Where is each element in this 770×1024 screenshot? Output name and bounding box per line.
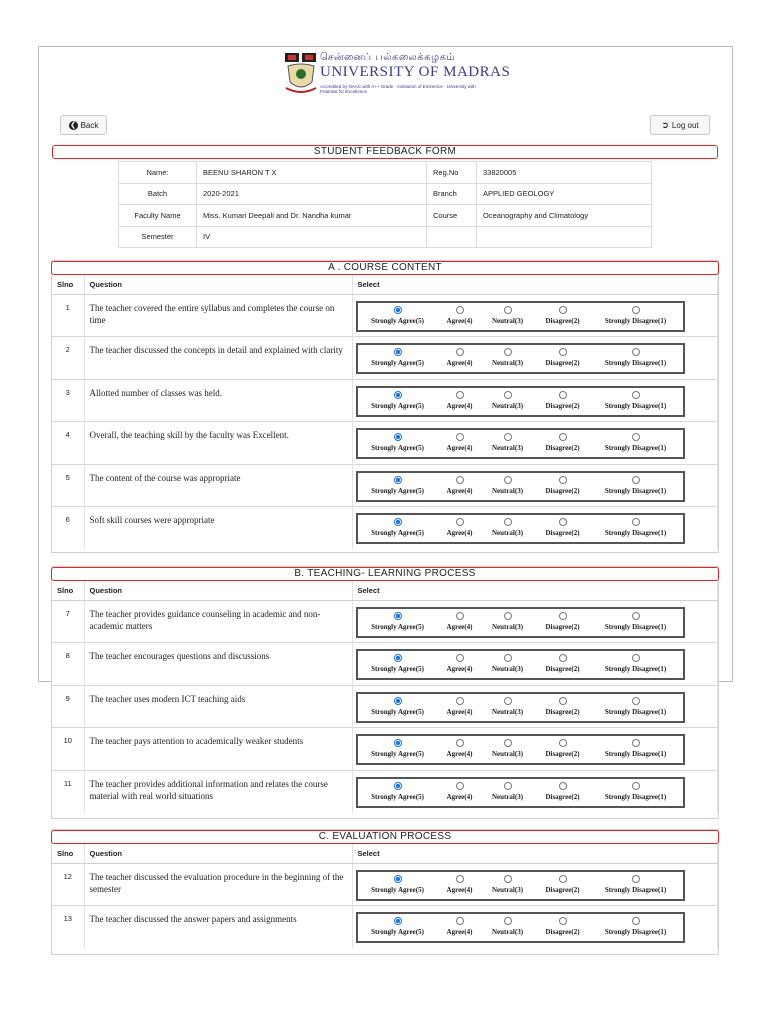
rating-option[interactable] bbox=[438, 695, 482, 716]
rating-radio[interactable] bbox=[559, 654, 567, 662]
section-course-content bbox=[51, 260, 719, 553]
rating-radio[interactable] bbox=[504, 348, 512, 356]
rating-option-label: Strongly Agree(5) bbox=[371, 622, 424, 631]
rating-option-label: Strongly Agree(5) bbox=[371, 529, 424, 537]
rating-option-label: Disagree(2) bbox=[545, 622, 580, 631]
rating-radio[interactable] bbox=[559, 697, 567, 705]
rating-option[interactable] bbox=[534, 873, 592, 894]
rating-option-label: Disagree(2) bbox=[545, 316, 580, 325]
rating-option-label: Disagree(2) bbox=[545, 928, 580, 936]
rating-radio[interactable] bbox=[394, 476, 402, 484]
semester-label: Semester bbox=[119, 226, 197, 248]
rating-options bbox=[356, 386, 685, 417]
logout-icon: ➲ bbox=[661, 119, 669, 130]
rating-options bbox=[356, 428, 685, 459]
rating-radio[interactable] bbox=[394, 612, 402, 620]
section-evaluation bbox=[51, 829, 719, 955]
rating-option-label: Neutral(3) bbox=[491, 401, 524, 410]
rating-option-label: Neutral(3) bbox=[491, 316, 524, 325]
question-row bbox=[52, 379, 718, 422]
rating-option-label: Strongly Agree(5) bbox=[371, 885, 424, 894]
rating-option-label: Strongly Disagree(1) bbox=[604, 401, 667, 410]
rating-option-label: Strongly Agree(5) bbox=[371, 928, 424, 936]
rating-option[interactable] bbox=[358, 915, 438, 936]
rating-option[interactable] bbox=[358, 304, 438, 325]
rating-radio[interactable] bbox=[632, 433, 640, 441]
rating-radio[interactable] bbox=[504, 782, 512, 790]
rating-radio[interactable] bbox=[559, 875, 567, 883]
rating-option-label: Disagree(2) bbox=[545, 444, 580, 452]
rating-radio[interactable] bbox=[456, 917, 464, 925]
rating-options bbox=[356, 471, 685, 502]
university-logo bbox=[284, 52, 511, 98]
rating-options bbox=[356, 777, 685, 808]
rating-radio[interactable] bbox=[504, 654, 512, 662]
rating-radio[interactable] bbox=[632, 697, 640, 705]
rating-option[interactable] bbox=[592, 652, 680, 673]
rating-radio[interactable] bbox=[456, 697, 464, 705]
rating-option[interactable] bbox=[438, 915, 482, 936]
rating-option-label: Neutral(3) bbox=[491, 665, 524, 673]
student-name: BEENU SHARON T X bbox=[197, 162, 427, 184]
question-number: 10 bbox=[52, 728, 84, 771]
back-button-label: Back bbox=[80, 120, 99, 130]
rating-option[interactable] bbox=[592, 695, 680, 716]
rating-options bbox=[356, 607, 685, 638]
rating-option-label: Neutral(3) bbox=[491, 750, 524, 758]
rating-option-label: Strongly Agree(5) bbox=[371, 707, 424, 716]
rating-option-label: Agree(4) bbox=[446, 316, 473, 325]
rating-option[interactable] bbox=[534, 474, 592, 495]
question-number: 1 bbox=[52, 294, 84, 337]
rating-option[interactable] bbox=[438, 737, 482, 758]
rating-option-label: Agree(4) bbox=[446, 622, 473, 631]
rating-option[interactable] bbox=[534, 695, 592, 716]
rating-radio[interactable] bbox=[559, 739, 567, 747]
question-header: Question bbox=[84, 275, 352, 294]
rating-option[interactable] bbox=[592, 346, 680, 367]
rating-option-label: Disagree(2) bbox=[545, 486, 580, 495]
rating-option-label: Strongly Agree(5) bbox=[371, 750, 424, 758]
rating-option-label: Strongly Disagree(1) bbox=[604, 928, 667, 936]
rating-option-label: Agree(4) bbox=[446, 885, 473, 894]
rating-radio[interactable] bbox=[632, 306, 640, 314]
question-row bbox=[52, 863, 718, 906]
question-row bbox=[52, 600, 718, 643]
rating-option[interactable] bbox=[482, 346, 534, 367]
rating-radio[interactable] bbox=[456, 391, 464, 399]
rating-option[interactable] bbox=[358, 873, 438, 894]
rating-radio[interactable] bbox=[632, 782, 640, 790]
rating-option-label: Agree(4) bbox=[446, 792, 473, 801]
question-number: 8 bbox=[52, 643, 84, 686]
rating-radio[interactable] bbox=[456, 612, 464, 620]
rating-option-label: Disagree(2) bbox=[545, 665, 580, 673]
rating-option[interactable] bbox=[592, 474, 680, 495]
rating-radio[interactable] bbox=[504, 476, 512, 484]
rating-radio[interactable] bbox=[632, 612, 640, 620]
rating-option[interactable] bbox=[438, 474, 482, 495]
rating-option[interactable] bbox=[534, 431, 592, 452]
rating-option-label: Neutral(3) bbox=[491, 529, 524, 537]
rating-option-label: Strongly Disagree(1) bbox=[604, 444, 667, 452]
rating-radio[interactable] bbox=[632, 391, 640, 399]
rating-option[interactable] bbox=[358, 516, 438, 537]
rating-radio[interactable] bbox=[559, 612, 567, 620]
rating-option-label: Strongly Agree(5) bbox=[371, 316, 424, 325]
question-text: The teacher uses modern ICT teaching aids bbox=[84, 685, 352, 728]
rating-radio[interactable] bbox=[632, 917, 640, 925]
rating-option[interactable] bbox=[438, 516, 482, 537]
university-name: UNIVERSITY OF MADRAS bbox=[320, 64, 511, 80]
rating-option[interactable] bbox=[482, 873, 534, 894]
rating-radio[interactable] bbox=[559, 391, 567, 399]
rating-option[interactable] bbox=[592, 304, 680, 325]
rating-option[interactable] bbox=[534, 304, 592, 325]
university-emblem-icon bbox=[284, 52, 318, 96]
rating-option-label: Neutral(3) bbox=[491, 359, 524, 367]
rating-option[interactable] bbox=[482, 431, 534, 452]
rating-option[interactable] bbox=[534, 780, 592, 801]
question-number: 3 bbox=[52, 379, 84, 422]
rating-radio[interactable] bbox=[456, 654, 464, 662]
rating-radio[interactable] bbox=[632, 739, 640, 747]
rating-option-label: Disagree(2) bbox=[545, 707, 580, 716]
question-row bbox=[52, 422, 718, 465]
rating-option-label: Disagree(2) bbox=[545, 359, 580, 367]
rating-option-label: Neutral(3) bbox=[491, 885, 524, 894]
rating-radio[interactable] bbox=[456, 875, 464, 883]
rating-radio[interactable] bbox=[394, 697, 402, 705]
university-tamil-name: சென்னைப் பல்கலைக்கழகம் bbox=[320, 52, 455, 63]
question-number: 11 bbox=[52, 770, 84, 813]
rating-option[interactable] bbox=[534, 652, 592, 673]
rating-options bbox=[356, 692, 685, 723]
question-number: 6 bbox=[52, 507, 84, 550]
rating-radio[interactable] bbox=[559, 348, 567, 356]
question-text: The teacher pays attention to academically weaker students bbox=[84, 728, 352, 771]
rating-option-label: Strongly Agree(5) bbox=[371, 665, 424, 673]
empty-cell bbox=[427, 226, 477, 248]
rating-option-label: Strongly Disagree(1) bbox=[604, 622, 667, 631]
rating-option-label: Agree(4) bbox=[446, 444, 473, 452]
rating-radio[interactable] bbox=[394, 654, 402, 662]
rating-radio[interactable] bbox=[559, 476, 567, 484]
rating-option-label: Neutral(3) bbox=[491, 622, 524, 631]
rating-radio[interactable] bbox=[394, 739, 402, 747]
question-table bbox=[52, 275, 718, 549]
rating-radio[interactable] bbox=[504, 697, 512, 705]
rating-option[interactable] bbox=[482, 610, 534, 631]
rating-option[interactable] bbox=[358, 737, 438, 758]
rating-option-label: Disagree(2) bbox=[545, 401, 580, 410]
rating-option[interactable] bbox=[534, 737, 592, 758]
rating-radio[interactable] bbox=[456, 433, 464, 441]
rating-option-label: Agree(4) bbox=[446, 359, 473, 367]
rating-option-label: Strongly Disagree(1) bbox=[604, 529, 667, 537]
rating-option-label: Disagree(2) bbox=[545, 750, 580, 758]
rating-option-label: Strongly Disagree(1) bbox=[604, 792, 667, 801]
rating-radio[interactable] bbox=[456, 739, 464, 747]
question-row bbox=[52, 507, 718, 550]
rating-option[interactable] bbox=[358, 389, 438, 410]
question-number: 4 bbox=[52, 422, 84, 465]
section-title: B. TEACHING- LEARNING PROCESS bbox=[51, 567, 719, 581]
rating-option[interactable] bbox=[482, 915, 534, 936]
question-header: Question bbox=[84, 844, 352, 863]
rating-radio[interactable] bbox=[559, 518, 567, 526]
rating-option[interactable] bbox=[592, 516, 680, 537]
question-row bbox=[52, 643, 718, 686]
question-text: The teacher discussed the concepts in detail and explained with clarity bbox=[84, 337, 352, 380]
rating-radio[interactable] bbox=[632, 518, 640, 526]
rating-option[interactable] bbox=[358, 610, 438, 631]
rating-radio[interactable] bbox=[504, 391, 512, 399]
rating-radio[interactable] bbox=[632, 875, 640, 883]
rating-radio[interactable] bbox=[504, 917, 512, 925]
faculty-label: Faculty Name bbox=[119, 205, 197, 227]
rating-radio[interactable] bbox=[394, 782, 402, 790]
rating-option-label: Strongly Disagree(1) bbox=[604, 359, 667, 367]
question-text: Soft skill courses were appropriate bbox=[84, 507, 352, 550]
rating-radio[interactable] bbox=[632, 654, 640, 662]
rating-radio[interactable] bbox=[559, 306, 567, 314]
rating-option[interactable] bbox=[438, 431, 482, 452]
rating-option[interactable] bbox=[592, 915, 680, 936]
question-row bbox=[52, 294, 718, 337]
rating-radio[interactable] bbox=[504, 306, 512, 314]
rating-radio[interactable] bbox=[559, 917, 567, 925]
rating-option[interactable] bbox=[438, 780, 482, 801]
rating-option[interactable] bbox=[482, 304, 534, 325]
rating-option[interactable] bbox=[592, 389, 680, 410]
rating-option-label: Strongly Disagree(1) bbox=[604, 885, 667, 894]
select-header: Select bbox=[352, 844, 718, 863]
rating-option[interactable] bbox=[358, 652, 438, 673]
rating-radio[interactable] bbox=[456, 518, 464, 526]
rating-option-label: Strongly Disagree(1) bbox=[604, 750, 667, 758]
student-batch: 2020-2021 bbox=[197, 183, 427, 205]
faculty-name: Miss. Kumari Deepali and Dr. Nandha kumar bbox=[197, 205, 427, 227]
rating-option[interactable] bbox=[592, 431, 680, 452]
question-row bbox=[52, 685, 718, 728]
rating-option[interactable] bbox=[482, 516, 534, 537]
rating-radio[interactable] bbox=[456, 476, 464, 484]
rating-option[interactable] bbox=[482, 695, 534, 716]
rating-option[interactable] bbox=[438, 346, 482, 367]
rating-radio[interactable] bbox=[394, 875, 402, 883]
sno-header: Slno bbox=[52, 581, 84, 600]
question-text: The teacher provides guidance counseling in academic and non-academic matters bbox=[84, 600, 352, 643]
rating-option[interactable] bbox=[358, 346, 438, 367]
select-header: Select bbox=[352, 581, 718, 600]
rating-option[interactable] bbox=[534, 516, 592, 537]
question-text: Overall, the teaching skill by the faculty was Excellent. bbox=[84, 422, 352, 465]
batch-label: Batch bbox=[119, 183, 197, 205]
rating-option-label: Agree(4) bbox=[446, 486, 473, 495]
rating-option[interactable] bbox=[592, 873, 680, 894]
name-label: Name: bbox=[119, 162, 197, 184]
rating-option[interactable] bbox=[482, 652, 534, 673]
university-tagline: Accredited by NAAC with A++ Grade · Institution of Eminence · University with Potential for Excellence bbox=[320, 84, 476, 94]
question-row bbox=[52, 906, 718, 949]
question-text: The teacher discussed the answer papers and assignments bbox=[84, 906, 352, 949]
regno-label: Reg.No bbox=[427, 162, 477, 184]
rating-option-label: Strongly Disagree(1) bbox=[604, 486, 667, 495]
question-number: 5 bbox=[52, 464, 84, 507]
question-text: The teacher provides additional information and relates the course material with real world situations bbox=[84, 770, 352, 813]
rating-radio[interactable] bbox=[504, 612, 512, 620]
rating-radio[interactable] bbox=[559, 433, 567, 441]
rating-radio[interactable] bbox=[394, 518, 402, 526]
rating-option-label: Neutral(3) bbox=[491, 792, 524, 801]
rating-option-label: Strongly Disagree(1) bbox=[604, 665, 667, 673]
section-teaching-learning bbox=[51, 566, 719, 819]
rating-option[interactable] bbox=[482, 780, 534, 801]
rating-radio[interactable] bbox=[394, 348, 402, 356]
rating-options bbox=[356, 734, 685, 765]
branch-label: Branch bbox=[427, 183, 477, 205]
rating-option[interactable] bbox=[438, 389, 482, 410]
rating-radio[interactable] bbox=[559, 782, 567, 790]
question-header: Question bbox=[84, 581, 352, 600]
question-number: 7 bbox=[52, 600, 84, 643]
form-title: STUDENT FEEDBACK FORM bbox=[52, 145, 718, 159]
rating-radio[interactable] bbox=[504, 518, 512, 526]
rating-option-label: Strongly Agree(5) bbox=[371, 401, 424, 410]
rating-radio[interactable] bbox=[456, 782, 464, 790]
question-number: 9 bbox=[52, 685, 84, 728]
rating-option[interactable] bbox=[438, 873, 482, 894]
rating-options bbox=[356, 513, 685, 544]
rating-option[interactable] bbox=[358, 695, 438, 716]
back-arrow-icon: ❮ bbox=[70, 121, 77, 129]
student-regno: 33820005 bbox=[477, 162, 652, 184]
rating-option[interactable] bbox=[438, 304, 482, 325]
rating-option-label: Agree(4) bbox=[446, 707, 473, 716]
rating-option[interactable] bbox=[358, 474, 438, 495]
rating-option-label: Agree(4) bbox=[446, 750, 473, 758]
rating-option[interactable] bbox=[438, 610, 482, 631]
rating-option[interactable] bbox=[482, 389, 534, 410]
logout-button-label: Log out bbox=[671, 120, 699, 130]
rating-option-label: Agree(4) bbox=[446, 529, 473, 537]
rating-option-label: Agree(4) bbox=[446, 665, 473, 673]
rating-radio[interactable] bbox=[456, 348, 464, 356]
question-table bbox=[52, 581, 718, 813]
question-number: 13 bbox=[52, 906, 84, 949]
rating-radio[interactable] bbox=[394, 433, 402, 441]
rating-radio[interactable] bbox=[456, 306, 464, 314]
course-name: Oceanography and Climatology bbox=[477, 205, 652, 227]
rating-radio[interactable] bbox=[632, 476, 640, 484]
rating-option-label: Strongly Disagree(1) bbox=[604, 707, 667, 716]
rating-radio[interactable] bbox=[394, 917, 402, 925]
rating-radio[interactable] bbox=[394, 306, 402, 314]
course-label: Course bbox=[427, 205, 477, 227]
sno-header: Slno bbox=[52, 844, 84, 863]
section-title: C. EVALUATION PROCESS bbox=[51, 830, 719, 844]
question-text: The teacher covered the entire syllabus and completes the course on time bbox=[84, 294, 352, 337]
question-row bbox=[52, 770, 718, 813]
empty-cell bbox=[477, 226, 652, 248]
rating-radio[interactable] bbox=[504, 739, 512, 747]
rating-option-label: Neutral(3) bbox=[491, 486, 524, 495]
back-button[interactable] bbox=[60, 115, 107, 135]
rating-option-label: Neutral(3) bbox=[491, 707, 524, 716]
rating-option[interactable] bbox=[592, 737, 680, 758]
question-text: The teacher encourages questions and discussions bbox=[84, 643, 352, 686]
question-number: 2 bbox=[52, 337, 84, 380]
question-row bbox=[52, 337, 718, 380]
rating-option-label: Disagree(2) bbox=[545, 792, 580, 801]
rating-option[interactable] bbox=[592, 780, 680, 801]
sno-header: Slno bbox=[52, 275, 84, 294]
rating-options bbox=[356, 870, 685, 901]
semester-value: IV bbox=[197, 226, 427, 248]
rating-option-label: Agree(4) bbox=[446, 401, 473, 410]
rating-option[interactable] bbox=[482, 737, 534, 758]
rating-radio[interactable] bbox=[394, 391, 402, 399]
rating-option-label: Strongly Agree(5) bbox=[371, 359, 424, 367]
rating-option[interactable] bbox=[482, 474, 534, 495]
rating-options bbox=[356, 301, 685, 332]
rating-radio[interactable] bbox=[632, 348, 640, 356]
rating-option[interactable] bbox=[438, 652, 482, 673]
rating-option[interactable] bbox=[358, 431, 438, 452]
rating-option-label: Disagree(2) bbox=[545, 885, 580, 894]
section-title: A . COURSE CONTENT bbox=[51, 261, 719, 275]
rating-option[interactable] bbox=[358, 780, 438, 801]
question-text: The content of the course was appropriate bbox=[84, 464, 352, 507]
rating-option-label: Disagree(2) bbox=[545, 529, 580, 537]
question-row bbox=[52, 464, 718, 507]
student-info-table bbox=[118, 161, 652, 248]
rating-option-label: Strongly Disagree(1) bbox=[604, 316, 667, 325]
rating-option[interactable] bbox=[534, 346, 592, 367]
question-row bbox=[52, 728, 718, 771]
question-number: 12 bbox=[52, 863, 84, 906]
rating-option[interactable] bbox=[534, 610, 592, 631]
rating-option-label: Neutral(3) bbox=[491, 444, 524, 452]
question-text: Allotted number of classes was held. bbox=[84, 379, 352, 422]
question-table bbox=[52, 844, 718, 948]
rating-option[interactable] bbox=[592, 610, 680, 631]
rating-options bbox=[356, 343, 685, 374]
rating-radio[interactable] bbox=[504, 433, 512, 441]
rating-radio[interactable] bbox=[504, 875, 512, 883]
rating-option[interactable] bbox=[534, 389, 592, 410]
logout-button[interactable] bbox=[650, 115, 710, 135]
rating-options bbox=[356, 912, 685, 943]
rating-options bbox=[356, 649, 685, 680]
rating-option-label: Agree(4) bbox=[446, 928, 473, 936]
select-header: Select bbox=[352, 275, 718, 294]
question-text: The teacher discussed the evaluation procedure in the beginning of the semester bbox=[84, 863, 352, 906]
rating-option-label: Neutral(3) bbox=[491, 928, 524, 936]
rating-option-label: Strongly Agree(5) bbox=[371, 486, 424, 495]
rating-option-label: Strongly Agree(5) bbox=[371, 792, 424, 801]
rating-option-label: Strongly Agree(5) bbox=[371, 444, 424, 452]
student-branch: APPLIED GEOLOGY bbox=[477, 183, 652, 205]
rating-option[interactable] bbox=[534, 915, 592, 936]
